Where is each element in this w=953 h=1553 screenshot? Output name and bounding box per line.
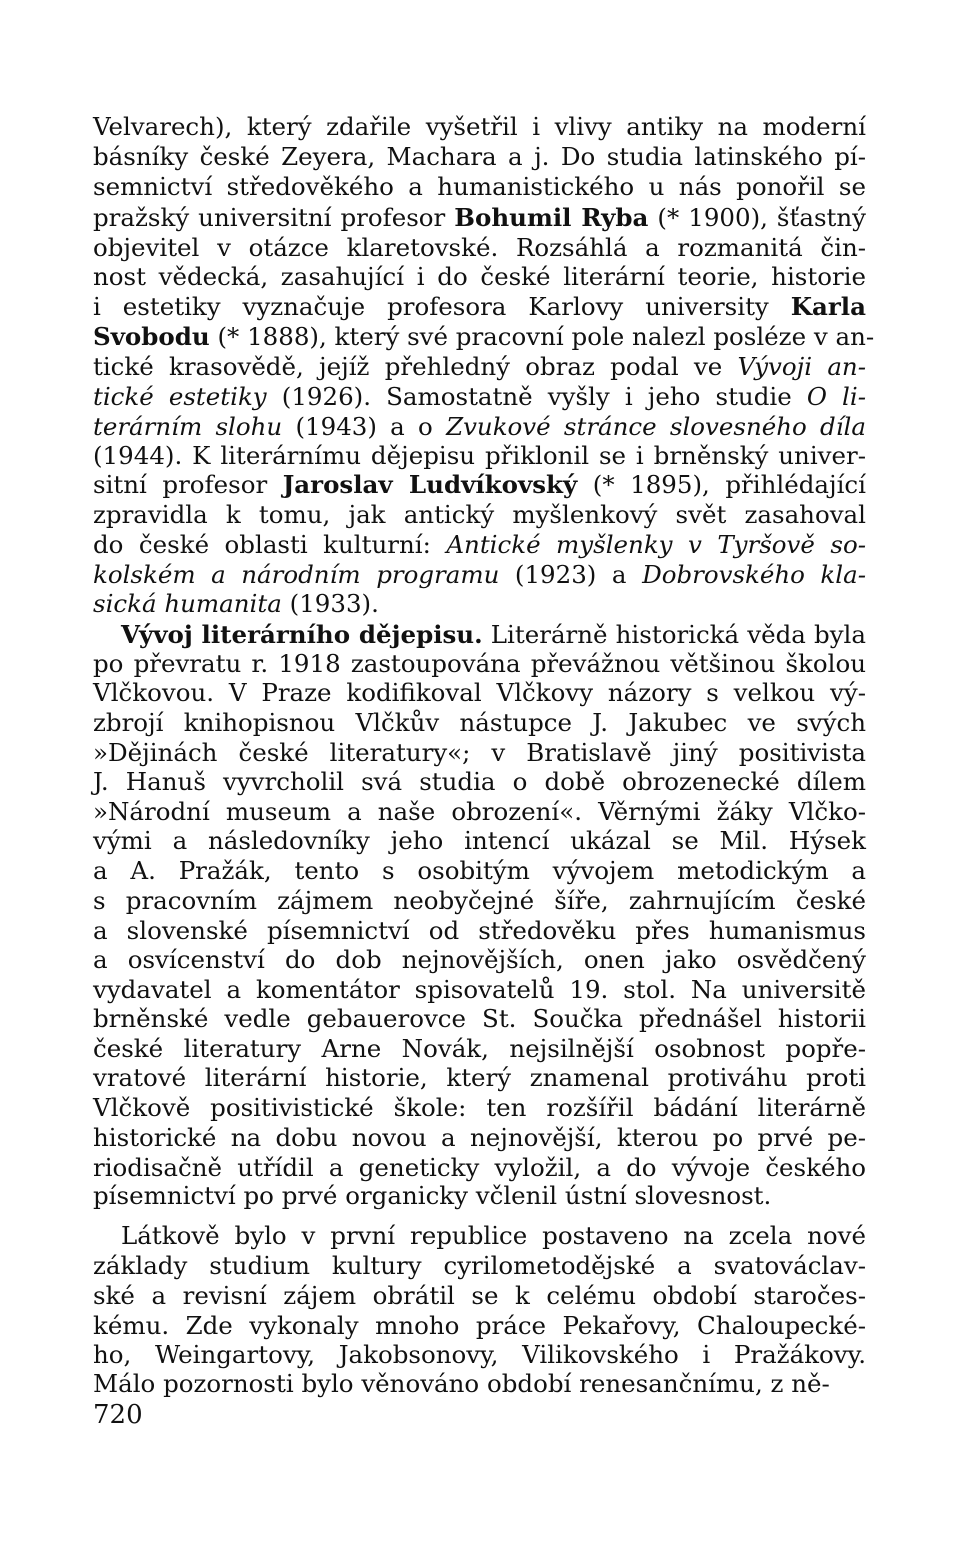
text-segment: riodisačně utřídil a geneticky vyložil, a do vývoje českého bbox=[93, 1153, 866, 1182]
text-segment: (1933). bbox=[281, 589, 379, 618]
text-line bbox=[93, 1369, 866, 1399]
text-segment: a slovenské písemnictví od středověku přes humanismus bbox=[93, 916, 866, 945]
text-segment: Literárně historická věda byla bbox=[482, 620, 867, 649]
text-segment: pražský universitní profesor bbox=[93, 203, 455, 232]
text-line bbox=[93, 292, 866, 322]
text-line bbox=[93, 470, 866, 500]
text-segment: po převratu r. 1918 zastoupována převážnou většinou školou bbox=[93, 649, 866, 678]
text-segment: vydavatel a komentátor spisovatelů 19. stol. Na universitě bbox=[93, 975, 866, 1004]
text-segment: nost vědecká, zasahující i do české literární teorie, historie bbox=[93, 262, 866, 291]
text-line bbox=[93, 1311, 866, 1341]
text-segment: vými a následovníky jeho intencí ukázal se Mil. Hýsek bbox=[93, 826, 866, 855]
text-line bbox=[93, 945, 866, 975]
italic-text: kolském a národním programu bbox=[93, 560, 500, 589]
text-segment: (1944). K literárnímu dějepisu přiklonil se i brněnský univer- bbox=[93, 441, 866, 470]
italic-text: sická humanita bbox=[93, 589, 282, 618]
text-line bbox=[93, 649, 866, 679]
text-segment: objevitel v otázce klaretovské. Rozsáhlá a rozmanitá čin- bbox=[93, 233, 866, 262]
text-segment: semnictví středověkého a humanistického u nás ponořil se bbox=[93, 172, 866, 201]
text-segment: (* 1900), šťastný bbox=[648, 203, 866, 232]
text-segment: Velvarech), který zdařile vyšetřil i vlivy antiky na moderní bbox=[93, 112, 866, 141]
text-segment: (* 1895), přihlédající bbox=[577, 470, 866, 499]
text-line bbox=[93, 1281, 866, 1311]
text-line bbox=[93, 975, 866, 1005]
bold-text: Svobodu bbox=[93, 322, 210, 351]
text-line bbox=[93, 560, 866, 590]
text-segment: »Národní museum a naše obrození«. Věrnými žáky Vlčko- bbox=[93, 797, 866, 826]
text-line bbox=[93, 1034, 866, 1064]
text-segment: kému. Zde vykonaly mnoho práce Pekařovy, Chaloupecké- bbox=[93, 1311, 866, 1340]
text-segment: zpravidla k tomu, jak antický myšlenkový svět zasahoval bbox=[93, 500, 866, 529]
text-segment: s pracovním zájmem neobyčejné šíře, zahrnujícím české bbox=[93, 886, 866, 915]
text-segment: (1923) a bbox=[499, 560, 643, 589]
text-segment: sitní profesor bbox=[93, 470, 283, 499]
text-segment: základy studium kultury cyrilometodějské a svatováclav- bbox=[93, 1251, 866, 1280]
text-line bbox=[93, 826, 866, 856]
italic-text: Dobrovského kla- bbox=[642, 560, 866, 589]
text-segment: ho, Weingartovy, Jakobsonovy, Vilikovského i Pražákovy. bbox=[93, 1340, 866, 1369]
text-line bbox=[93, 589, 866, 619]
text-line bbox=[93, 441, 866, 471]
text-segment: a osvícenství do dob nejnovějších, onen jako osvědčený bbox=[93, 945, 866, 974]
text-segment: Málo pozornosti bylo věnováno období renesančnímu, z ně- bbox=[93, 1369, 830, 1398]
text-line bbox=[93, 1004, 866, 1034]
italic-text: terárním slohu bbox=[93, 412, 283, 441]
page-number: 720 bbox=[93, 1400, 143, 1430]
text-line bbox=[93, 1123, 866, 1153]
text-line bbox=[93, 1181, 866, 1211]
text-line bbox=[93, 1063, 866, 1093]
text-line bbox=[93, 856, 866, 886]
text-line bbox=[93, 412, 866, 442]
text-line bbox=[93, 678, 866, 708]
text-line bbox=[93, 500, 866, 530]
text-segment: Vlčkově positivistické škole: ten rozšířil bádání literárně bbox=[93, 1093, 866, 1122]
text-segment: »Dějinách české literatury«; v Bratislavě jiný positivista bbox=[93, 738, 866, 767]
text-segment: (* 1888), který své pracovní pole nalezl posléze v an- bbox=[209, 322, 875, 351]
text-line bbox=[93, 738, 866, 768]
text-line bbox=[93, 112, 866, 142]
text-line bbox=[93, 233, 866, 263]
text-line bbox=[93, 708, 866, 738]
text-segment: zbrojí knihopisnou Vlčkův nástupce J. Jakubec ve svých bbox=[93, 708, 866, 737]
text-line bbox=[93, 352, 866, 382]
text-segment: (1943) a o bbox=[282, 412, 447, 441]
text-segment: vratové literární historie, který znamenal protiváhu proti bbox=[93, 1063, 866, 1092]
text-segment: ské a revisní zájem obrátil se k celému období staročes- bbox=[93, 1281, 866, 1310]
text-line bbox=[93, 1153, 866, 1183]
text-line bbox=[93, 886, 866, 916]
text-segment: básníky české Zeyera, Machara a j. Do studia latinského pí- bbox=[93, 142, 866, 171]
text-line bbox=[93, 767, 866, 797]
text-line bbox=[93, 203, 866, 233]
text-line bbox=[93, 797, 866, 827]
bold-text: Bohumil Ryba bbox=[454, 203, 649, 232]
bold-text: Jaroslav Ludvíkovský bbox=[282, 470, 578, 499]
italic-text: Vývoji an- bbox=[737, 352, 866, 381]
text-line bbox=[93, 322, 875, 352]
text-segment: J. Hanuš vyvrcholil svá studia o době obrozenecké dílem bbox=[93, 767, 866, 796]
italic-text: tické estetiky bbox=[93, 382, 267, 411]
text-segment: české literatury Arne Novák, nejsilnější osobnost popře- bbox=[93, 1034, 866, 1063]
italic-text: Zvukové stránce slovesného díla bbox=[446, 412, 866, 441]
text-segment: Vlčkovou. V Praze kodifikoval Vlčkovy názory s velkou vý- bbox=[93, 678, 866, 707]
text-line bbox=[93, 916, 866, 946]
text-line bbox=[93, 530, 866, 560]
italic-text: O li- bbox=[806, 382, 866, 411]
text-segment: tické krasovědě, jejíž přehledný obraz podal ve bbox=[93, 352, 738, 381]
text-line bbox=[93, 1251, 866, 1281]
text-segment: i estetiky vyznačuje profesora Karlovy university bbox=[93, 292, 791, 321]
bold-text: Vývoj literárního dějepisu. bbox=[121, 620, 483, 649]
text-segment: (1926). Samostatně vyšly i jeho studie bbox=[266, 382, 807, 411]
text-line bbox=[93, 142, 866, 172]
text-line bbox=[93, 382, 866, 412]
text-segment: historické na dobu novou a nejnovější, kterou po prvé pe- bbox=[93, 1123, 866, 1152]
text-segment: Látkově bylo v první republice postaveno na zcela nové bbox=[121, 1221, 866, 1250]
text-line bbox=[93, 1093, 866, 1123]
text-line bbox=[93, 262, 866, 292]
bold-text: Karla bbox=[790, 292, 866, 321]
text-line bbox=[121, 620, 866, 650]
text-line bbox=[93, 172, 866, 202]
text-line bbox=[121, 1221, 866, 1251]
text-segment: a A. Pražák, tento s osobitým vývojem metodickým a bbox=[93, 856, 866, 885]
text-segment: do české oblasti kulturní: bbox=[93, 530, 447, 559]
text-segment: brněnské vedle gebauerovce St. Součka přednášel historii bbox=[93, 1004, 866, 1033]
text-segment: písemnictví po prvé organicky včlenil ústní slovesnost. bbox=[93, 1181, 772, 1210]
italic-text: Antické myšlenky v Tyršově so- bbox=[446, 530, 866, 559]
text-line bbox=[93, 1340, 866, 1370]
